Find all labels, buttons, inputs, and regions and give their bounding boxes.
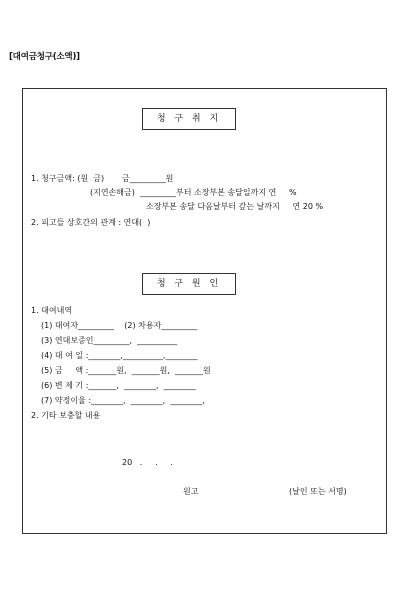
- date-line: 20 . . .: [122, 458, 173, 467]
- cause-item: (4) 대 여 일 :________,__________,________: [41, 351, 198, 360]
- claim-form: [22, 88, 387, 534]
- claim-amount-line: 1. 청구금액: (원 금) 금_________원: [31, 174, 174, 183]
- cause-item: 2. 기타 보충할 내용: [31, 411, 101, 420]
- defendant-relation-line: 2. 피고들 상호간의 관계 : 연대( ): [31, 218, 151, 227]
- cause-item: 1. 대여내역: [31, 306, 73, 315]
- claim-cause-heading: 청 구 원 인: [142, 273, 236, 295]
- plaintiff-label: 원고: [183, 487, 199, 496]
- cause-item: (6) 변 제 기 :_______, ________, ________: [41, 381, 196, 390]
- cause-item: (7) 약정이율 :________, ________, ________,: [41, 396, 205, 405]
- cause-item: (5) 금 액 :_______원, _______원, _______원: [41, 366, 211, 375]
- interest-rate-line: 소장부본 송달 다음날부터 갚는 날까지 연 20 %: [146, 202, 324, 211]
- claim-purpose-heading: 청 구 취 지: [142, 108, 236, 130]
- document-title: [대여금청구(소액)]: [9, 52, 80, 62]
- delay-damage-line: (지연손해금) _________부터 소장부본 송달일까지 연 %: [90, 188, 297, 197]
- cause-item: (3) 연대보증인_________, __________: [41, 336, 178, 345]
- cause-item: (1) 대여자_________ (2) 차용자_________: [41, 321, 198, 330]
- seal-note: (날인 또는 서명): [289, 487, 347, 496]
